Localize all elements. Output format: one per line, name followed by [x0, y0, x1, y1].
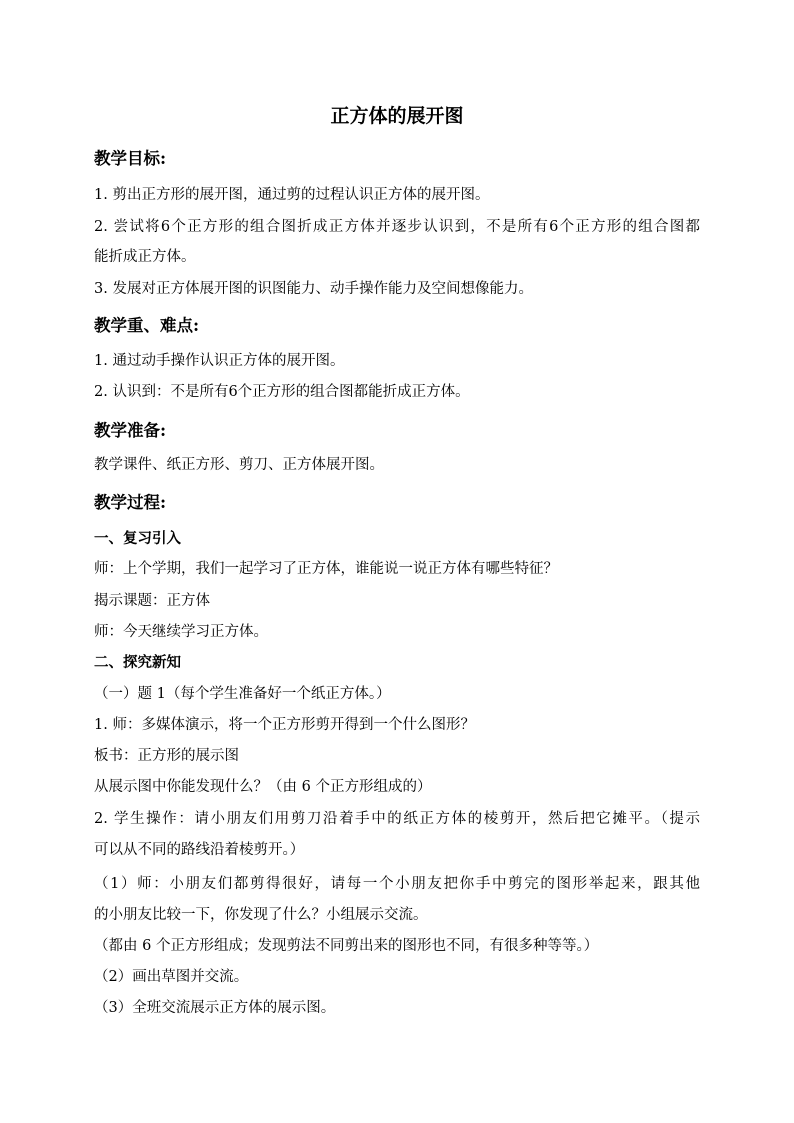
part1-line: 揭示课题：正方体	[94, 593, 210, 609]
key-point-item: 2. 认识到：不是所有6个正方形的组合图都能折成正方体。	[94, 384, 470, 400]
part1-heading: 一、复习引入	[94, 530, 181, 547]
part2-line: （都由 6 个正方形组成；发现剪法不同剪出来的图形也不同，有很多种等等。）	[94, 938, 599, 954]
part2-line: （2）画出草图并交流。	[94, 969, 249, 985]
part1-line: 师：今天继续学习正方体。	[94, 624, 268, 640]
key-point-item: 1. 通过动手操作认识正方体的展开图。	[94, 353, 345, 369]
part1-line: 师：上个学期，我们一起学习了正方体，谁能说一说正方体有哪些特征？	[94, 561, 558, 577]
part2-line: 的小朋友比较一下，你发现了什么？小组展示交流。	[94, 907, 428, 923]
process-heading: 教学过程:	[94, 493, 167, 512]
objective-item: 1. 剪出正方形的展开图，通过剪的过程认识正方体的展开图。	[94, 187, 490, 203]
objectives-heading: 教学目标:	[94, 149, 167, 168]
key-points-heading: 教学重、难点:	[94, 316, 200, 335]
objective-item: 2. 尝试将6个正方形的组合图折成正方体并逐步认识到，不是所有6个正方形的组合图都	[94, 219, 700, 235]
page-title: 正方体的展开图	[330, 105, 464, 127]
part2-line: 1. 师：多媒体演示，将一个正方形剪开得到一个什么图形？	[94, 717, 475, 733]
part2-line: 2. 学生操作：请小朋友们用剪刀沿着手中的纸正方体的棱剪开，然后把它摊平。（提示	[94, 811, 700, 827]
preparation-text: 教学课件、纸正方形、剪刀、正方体展开图。	[94, 457, 384, 473]
part2-line: 可以从不同的路线沿着棱剪开。）	[94, 842, 305, 858]
objective-item: 能折成正方体。	[94, 249, 196, 265]
part2-line: 从展示图中你能发现什么？（由 6 个正方形组成的）	[94, 779, 432, 795]
part2-line: 板书：正方形的展示图	[94, 748, 239, 764]
preparation-heading: 教学准备:	[94, 421, 167, 440]
part2-line: （一）题 1（每个学生准备好一个纸正方体。）	[94, 686, 391, 702]
objective-item: 3. 发展对正方体展开图的识图能力、动手操作能力及空间想像能力。	[94, 281, 533, 297]
part2-heading: 二、探究新知	[94, 654, 181, 671]
part2-line: （3）全班交流展示正方体的展示图。	[94, 1000, 336, 1016]
part2-line: （1）师：小朋友们都剪得很好，请每一个小朋友把你手中剪完的图形举起来，跟其他	[94, 876, 700, 892]
